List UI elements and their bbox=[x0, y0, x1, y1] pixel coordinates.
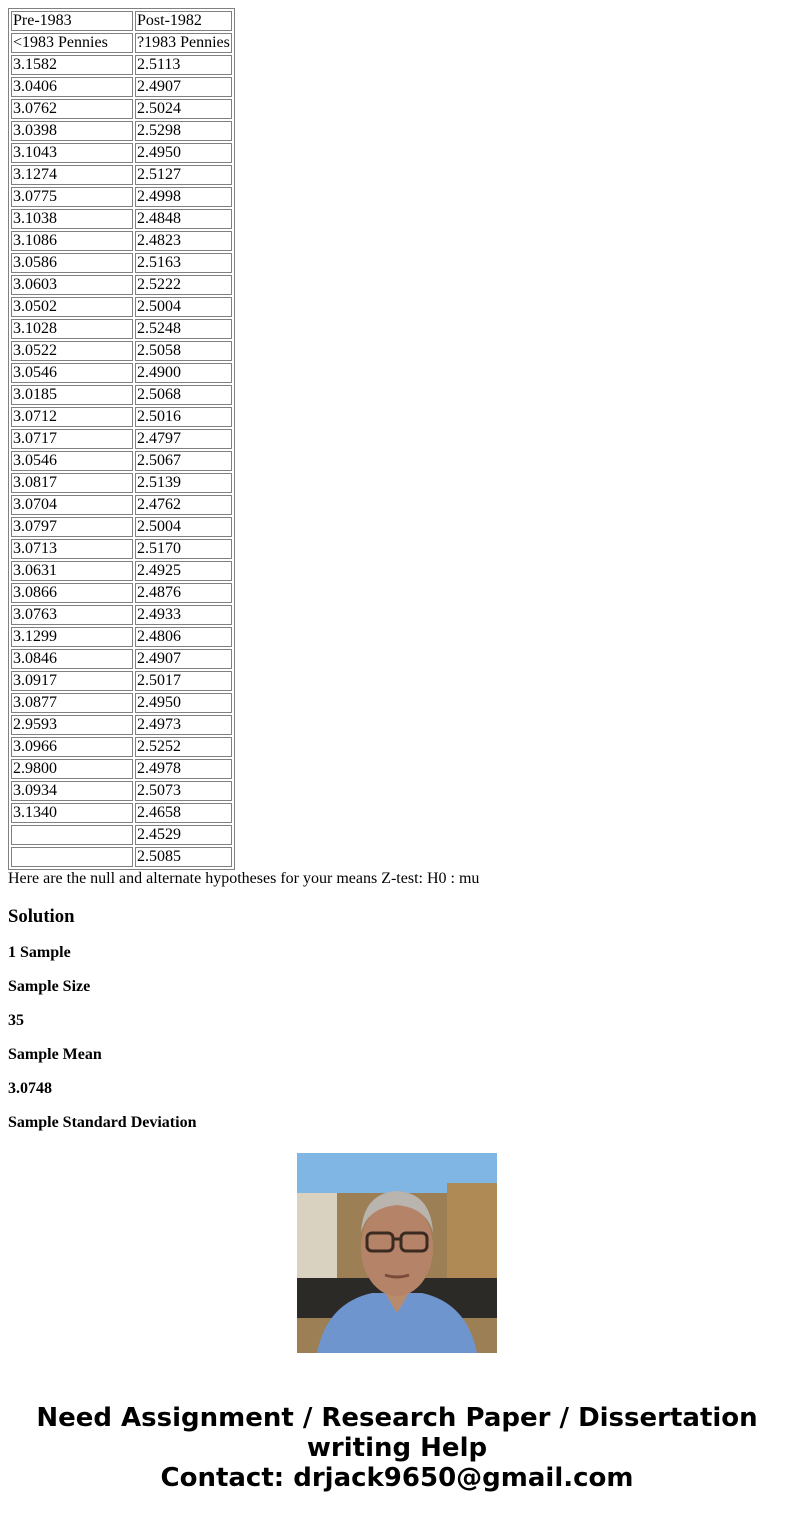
table-row bbox=[11, 517, 232, 537]
table-row bbox=[11, 77, 232, 97]
pre-1983-cell: 2.9593 bbox=[11, 715, 133, 735]
pre-1983-cell: 3.1274 bbox=[11, 165, 133, 185]
pre-1983-cell: 3.1582 bbox=[11, 55, 133, 75]
table-row bbox=[11, 693, 232, 713]
post-1982-cell: 2.4998 bbox=[135, 187, 232, 207]
pre-1983-cell: 3.0877 bbox=[11, 693, 133, 713]
pre-1983-cell: 3.0502 bbox=[11, 297, 133, 317]
table-row bbox=[11, 495, 232, 515]
intro-text: Here are the null and alternate hypotheses for your means Z-test: H0 : mu bbox=[8, 870, 480, 887]
pre-1983-cell: 3.0866 bbox=[11, 583, 133, 603]
table-row bbox=[11, 473, 232, 493]
pre-1983-cell: 3.0775 bbox=[11, 187, 133, 207]
post-1982-cell: 2.4762 bbox=[135, 495, 232, 515]
post-1982-cell: 2.5139 bbox=[135, 473, 232, 493]
post-1982-cell: 2.4978 bbox=[135, 759, 232, 779]
table-header-row bbox=[11, 11, 232, 31]
post-1982-cell: 2.5024 bbox=[135, 99, 232, 119]
solution-heading: Solution bbox=[8, 906, 75, 927]
post-1982-cell: 2.4933 bbox=[135, 605, 232, 625]
pre-1983-cell bbox=[11, 847, 133, 867]
pre-1983-cell: 3.0406 bbox=[11, 77, 133, 97]
pre-1983-cell: 3.0763 bbox=[11, 605, 133, 625]
table-row bbox=[11, 803, 232, 823]
post-1982-cell: 2.5073 bbox=[135, 781, 232, 801]
pre-1983-cell: 3.1043 bbox=[11, 143, 133, 163]
pre-1983-cell: 3.0762 bbox=[11, 99, 133, 119]
post-1982-cell: 2.5068 bbox=[135, 385, 232, 405]
footer-contact: Contact: drjack9650@gmail.com bbox=[160, 1463, 634, 1493]
table-row bbox=[11, 583, 232, 603]
pre-1983-cell: 3.1038 bbox=[11, 209, 133, 229]
post-1982-cell: 2.4848 bbox=[135, 209, 232, 229]
pre-1983-cell: 3.0546 bbox=[11, 363, 133, 383]
post-1982-cell: 2.5017 bbox=[135, 671, 232, 691]
header-pre-1983: Pre-1983 bbox=[11, 11, 133, 31]
table-row bbox=[11, 781, 232, 801]
post-1982-cell: 2.5252 bbox=[135, 737, 232, 757]
contact-footer bbox=[0, 1403, 794, 1493]
subheader-pre: <1983 Pennies bbox=[11, 33, 133, 53]
post-1982-cell: 2.4876 bbox=[135, 583, 232, 603]
table-row bbox=[11, 187, 232, 207]
post-1982-cell: 2.4797 bbox=[135, 429, 232, 449]
pre-1983-cell: 3.0185 bbox=[11, 385, 133, 405]
table-row bbox=[11, 627, 232, 647]
pre-1983-cell: 3.0712 bbox=[11, 407, 133, 427]
table-row bbox=[11, 715, 232, 735]
pre-1983-cell: 3.1028 bbox=[11, 319, 133, 339]
pre-1983-cell: 3.0846 bbox=[11, 649, 133, 669]
post-1982-cell: 2.4806 bbox=[135, 627, 232, 647]
post-1982-cell: 2.4529 bbox=[135, 825, 232, 845]
solution-item: Sample Standard Deviation bbox=[8, 1114, 197, 1131]
pre-1983-cell: 3.0586 bbox=[11, 253, 133, 273]
table-row bbox=[11, 407, 232, 427]
pre-1983-cell: 3.0797 bbox=[11, 517, 133, 537]
post-1982-cell: 2.4907 bbox=[135, 649, 232, 669]
post-1982-cell: 2.5170 bbox=[135, 539, 232, 559]
table-row bbox=[11, 847, 232, 867]
table-row bbox=[11, 451, 232, 471]
table-row bbox=[11, 275, 232, 295]
table-row bbox=[11, 297, 232, 317]
pre-1983-cell: 3.1086 bbox=[11, 231, 133, 251]
footer-line: writing Help bbox=[306, 1433, 488, 1463]
pennies-table bbox=[8, 8, 235, 870]
table-row bbox=[11, 253, 232, 273]
pre-1983-cell: 3.1299 bbox=[11, 627, 133, 647]
post-1982-cell: 2.4658 bbox=[135, 803, 232, 823]
table-row bbox=[11, 385, 232, 405]
post-1982-cell: 2.5163 bbox=[135, 253, 232, 273]
footer-line: Need Assignment / Research Paper / Dissertation bbox=[36, 1403, 758, 1433]
table-row bbox=[11, 363, 232, 383]
post-1982-cell: 2.5067 bbox=[135, 451, 232, 471]
table-row bbox=[11, 605, 232, 625]
post-1982-cell: 2.4823 bbox=[135, 231, 232, 251]
pre-1983-cell: 3.0546 bbox=[11, 451, 133, 471]
pre-1983-cell: 3.1340 bbox=[11, 803, 133, 823]
pre-1983-cell: 3.0713 bbox=[11, 539, 133, 559]
table-row bbox=[11, 561, 232, 581]
pre-1983-cell: 2.9800 bbox=[11, 759, 133, 779]
table-row bbox=[11, 165, 232, 185]
post-1982-cell: 2.4950 bbox=[135, 693, 232, 713]
pre-1983-cell: 3.0917 bbox=[11, 671, 133, 691]
pre-1983-cell: 3.0522 bbox=[11, 341, 133, 361]
post-1982-cell: 2.5058 bbox=[135, 341, 232, 361]
post-1982-cell: 2.4907 bbox=[135, 77, 232, 97]
table-row bbox=[11, 341, 232, 361]
table-row bbox=[11, 121, 232, 141]
table-row bbox=[11, 539, 232, 559]
table-row bbox=[11, 55, 232, 75]
table-row bbox=[11, 671, 232, 691]
post-1982-cell: 2.4950 bbox=[135, 143, 232, 163]
table-row bbox=[11, 429, 232, 449]
post-1982-cell: 2.5222 bbox=[135, 275, 232, 295]
post-1982-cell: 2.5085 bbox=[135, 847, 232, 867]
solution-item: 35 bbox=[8, 1012, 24, 1029]
header-post-1982: Post-1982 bbox=[135, 11, 232, 31]
solution-item: 3.0748 bbox=[8, 1080, 52, 1097]
pre-1983-cell bbox=[11, 825, 133, 845]
table-row bbox=[11, 99, 232, 119]
pre-1983-cell: 3.0603 bbox=[11, 275, 133, 295]
post-1982-cell: 2.5113 bbox=[135, 55, 232, 75]
pre-1983-cell: 3.0717 bbox=[11, 429, 133, 449]
table-row bbox=[11, 825, 232, 845]
subheader-post: ?1983 Pennies bbox=[137, 34, 230, 51]
table-row bbox=[11, 231, 232, 251]
table-row bbox=[11, 737, 232, 757]
pre-1983-cell: 3.0817 bbox=[11, 473, 133, 493]
post-1982-cell: 2.5248 bbox=[135, 319, 232, 339]
solution-item: 1 Sample bbox=[8, 944, 71, 961]
table-row bbox=[11, 319, 232, 339]
table-row bbox=[11, 649, 232, 669]
post-1982-cell: 2.5016 bbox=[135, 407, 232, 427]
post-1982-cell: 2.4925 bbox=[135, 561, 232, 581]
table-row bbox=[11, 759, 232, 779]
table-subheader-row bbox=[11, 33, 232, 53]
table-row bbox=[11, 209, 232, 229]
author-photo bbox=[297, 1153, 497, 1353]
post-1982-cell: 2.5004 bbox=[135, 517, 232, 537]
solution-item: Sample Size bbox=[8, 978, 91, 995]
pre-1983-cell: 3.0966 bbox=[11, 737, 133, 757]
document-content bbox=[8, 8, 786, 1131]
post-1982-cell: 2.4973 bbox=[135, 715, 232, 735]
pre-1983-cell: 3.0704 bbox=[11, 495, 133, 515]
pre-1983-cell: 3.0934 bbox=[11, 781, 133, 801]
post-1982-cell: 2.5127 bbox=[135, 165, 232, 185]
solution-item: Sample Mean bbox=[8, 1046, 102, 1063]
post-1982-cell: 2.5298 bbox=[135, 121, 232, 141]
post-1982-cell: 2.4900 bbox=[135, 363, 232, 383]
table-row bbox=[11, 143, 232, 163]
post-1982-cell: 2.5004 bbox=[135, 297, 232, 317]
pre-1983-cell: 3.0631 bbox=[11, 561, 133, 581]
pre-1983-cell: 3.0398 bbox=[11, 121, 133, 141]
